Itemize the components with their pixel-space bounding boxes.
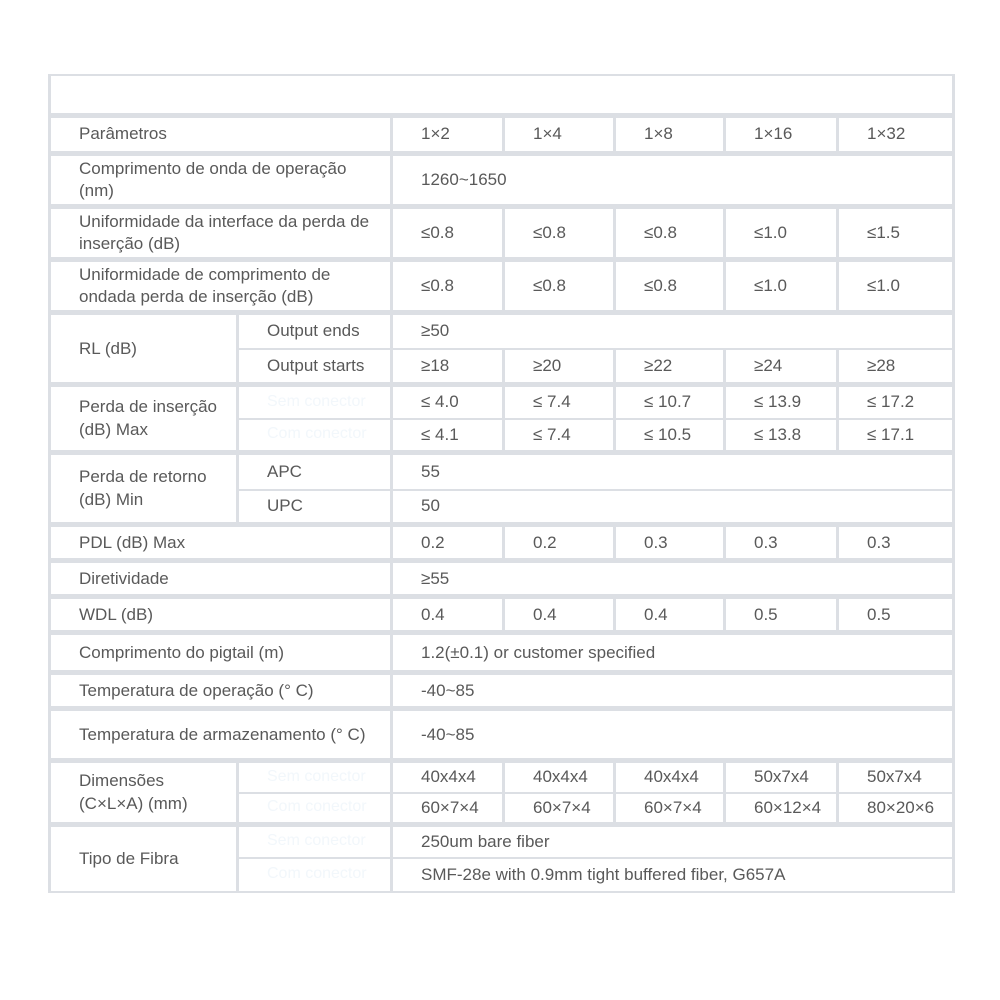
- value-cell: ≤ 4.1: [392, 419, 504, 453]
- value-cell: ≤ 4.0: [392, 385, 504, 419]
- row-uniformity-wavelength: [50, 259, 954, 312]
- value-cell: ≤0.8: [504, 206, 615, 259]
- value-cell: 0.5: [725, 597, 838, 633]
- value-cell: 55: [392, 453, 954, 490]
- value-cell: ≤1.0: [725, 259, 838, 312]
- row-label-dimensions: Dimensões (C×L×A) (mm): [50, 761, 238, 825]
- sub-label-output-ends: Output ends: [238, 313, 392, 349]
- value-cell: ≥28: [838, 349, 954, 385]
- value-cell: 0.5: [838, 597, 954, 633]
- value-cell: ≤1.0: [838, 259, 954, 312]
- row-label-return-loss: Perda de retorno (dB) Min: [50, 453, 238, 525]
- col-header-1x16: 1×16: [725, 115, 838, 153]
- value-cell: 1260~1650: [392, 153, 954, 206]
- sub-label-upc: UPC: [238, 490, 392, 525]
- value-cell: 60×7×4: [615, 793, 725, 825]
- value-cell: -40~85: [392, 673, 954, 709]
- value-cell: ≥18: [392, 349, 504, 385]
- value-cell: 0.2: [504, 525, 615, 561]
- value-cell: 0.3: [615, 525, 725, 561]
- value-cell: 40x4x4: [504, 761, 615, 793]
- value-cell: ≥22: [615, 349, 725, 385]
- value-cell: 0.4: [392, 597, 504, 633]
- row-label-uniformity-interface: Uniformidade da interface da perda de inserção (dB): [50, 206, 392, 259]
- row-wavelength: [50, 153, 954, 206]
- row-return-loss-apc: [50, 453, 954, 490]
- row-label-temp-storage: Temperatura de armazenamento (° C): [50, 709, 392, 761]
- row-label-pdl: PDL (dB) Max: [50, 525, 392, 561]
- row-pdl: [50, 525, 954, 561]
- row-label-temp-operation: Temperatura de operação (° C): [50, 673, 392, 709]
- row-parametros: [50, 115, 954, 153]
- col-header-1x4: 1×4: [504, 115, 615, 153]
- value-cell: 80×20×6: [838, 793, 954, 825]
- value-cell: ≤ 17.2: [838, 385, 954, 419]
- row-fiber-type-sem: [50, 825, 954, 858]
- value-cell: SMF-28e with 0.9mm tight buffered fiber, G657A: [392, 858, 954, 892]
- value-cell: 0.2: [392, 525, 504, 561]
- value-cell: 40x4x4: [392, 761, 504, 793]
- row-directivity: [50, 561, 954, 597]
- row-pigtail: [50, 633, 954, 673]
- value-cell: ≤0.8: [615, 259, 725, 312]
- value-cell: ≤ 13.9: [725, 385, 838, 419]
- badge-com-conector: Com conector: [238, 858, 392, 892]
- row-insertion-loss-sem: [50, 385, 954, 419]
- value-cell: ≤0.8: [615, 206, 725, 259]
- value-cell: ≤ 10.7: [615, 385, 725, 419]
- badge-sem-conector: Sem conector: [238, 385, 392, 419]
- col-header-1x8: 1×8: [615, 115, 725, 153]
- value-cell: 50x7x4: [725, 761, 838, 793]
- row-label-rl: RL (dB): [50, 313, 238, 385]
- value-cell: ≥24: [725, 349, 838, 385]
- value-cell: 1.2(±0.1) or customer specified: [392, 633, 954, 673]
- row-wdl: [50, 597, 954, 633]
- row-label-uniformity-wavelength: Uniformidade de comprimento de ondada perda de inserção (dB): [50, 259, 392, 312]
- row-label-insertion-loss: Perda de inserção (dB) Max: [50, 385, 238, 453]
- row-label-wavelength: Comprimento de onda de operação (nm): [50, 153, 392, 206]
- value-cell: 60×7×4: [392, 793, 504, 825]
- row-label-directivity: Diretividade: [50, 561, 392, 597]
- badge-sem-conector: Sem conector: [238, 761, 392, 793]
- value-cell: 40x4x4: [615, 761, 725, 793]
- col-header-1x32: 1×32: [838, 115, 954, 153]
- title-row: [50, 75, 954, 115]
- row-dimensions-sem: [50, 761, 954, 793]
- row-temp-operation: [50, 673, 954, 709]
- col-header-1x2: 1×2: [392, 115, 504, 153]
- value-cell: ≤ 7.4: [504, 419, 615, 453]
- table-title: 1 × N (N> 2) PLCS Parâmetros Ópticos: [50, 75, 954, 115]
- row-temp-storage: [50, 709, 954, 761]
- value-cell: ≤ 10.5: [615, 419, 725, 453]
- sub-label-apc: APC: [238, 453, 392, 490]
- value-cell: 0.4: [615, 597, 725, 633]
- row-rl-output-ends: [50, 313, 954, 349]
- value-cell: ≥55: [392, 561, 954, 597]
- row-label-parametros: Parâmetros: [50, 115, 392, 153]
- row-label-wdl: WDL (dB): [50, 597, 392, 633]
- value-cell: ≤1.5: [838, 206, 954, 259]
- row-label-pigtail: Comprimento do pigtail (m): [50, 633, 392, 673]
- value-cell: ≤ 17.1: [838, 419, 954, 453]
- value-cell: ≤ 7.4: [504, 385, 615, 419]
- value-cell: 0.3: [725, 525, 838, 561]
- value-cell: 60×7×4: [504, 793, 615, 825]
- value-cell: ≥20: [504, 349, 615, 385]
- value-cell: 50: [392, 490, 954, 525]
- value-cell: ≤1.0: [725, 206, 838, 259]
- value-cell: ≤ 13.8: [725, 419, 838, 453]
- badge-com-conector: Com conector: [238, 419, 392, 453]
- badge-com-conector: Com conector: [238, 793, 392, 825]
- value-cell: 60×12×4: [725, 793, 838, 825]
- value-cell: 250um bare fiber: [392, 825, 954, 858]
- row-uniformity-interface: [50, 206, 954, 259]
- row-label-fiber-type: Tipo de Fibra: [50, 825, 238, 892]
- value-cell: ≥50: [392, 313, 954, 349]
- value-cell: ≤0.8: [504, 259, 615, 312]
- value-cell: 0.3: [838, 525, 954, 561]
- value-cell: 0.4: [504, 597, 615, 633]
- value-cell: -40~85: [392, 709, 954, 761]
- plcs-spec-table: [48, 74, 955, 893]
- badge-sem-conector: Sem conector: [238, 825, 392, 858]
- value-cell: 50x7x4: [838, 761, 954, 793]
- value-cell: ≤0.8: [392, 259, 504, 312]
- value-cell: ≤0.8: [392, 206, 504, 259]
- sub-label-output-starts: Output starts: [238, 349, 392, 385]
